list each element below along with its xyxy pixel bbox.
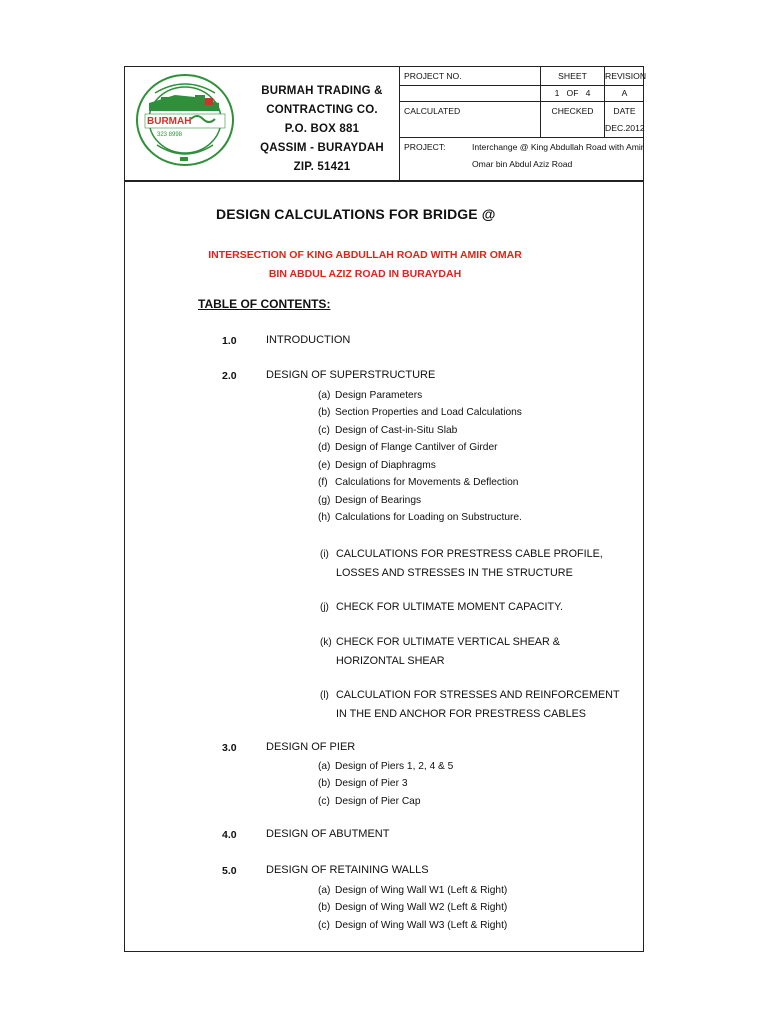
subitem-text: Design of Flange Cantilver of Girder bbox=[335, 442, 498, 453]
subitem-label: (l) bbox=[320, 690, 329, 701]
date-value: DEC.2012 bbox=[605, 123, 645, 133]
subitem-label: (f) bbox=[318, 477, 328, 488]
project-no-label: PROJECT NO. bbox=[404, 71, 462, 81]
subitem-label: (j) bbox=[320, 602, 329, 613]
subitem-text-cont: HORIZONTAL SHEAR bbox=[336, 655, 445, 667]
section-number: 3.0 bbox=[222, 742, 237, 754]
subitem-text: CHECK FOR ULTIMATE MOMENT CAPACITY. bbox=[336, 601, 563, 613]
project-value-line2: Omar bin Abdul Aziz Road bbox=[472, 159, 573, 169]
section-number: 5.0 bbox=[222, 865, 237, 877]
subitem-text: Design Parameters bbox=[335, 390, 423, 401]
header-divider-vertical bbox=[399, 66, 400, 180]
sheet-label: SHEET bbox=[558, 71, 587, 81]
subitem-label: (b) bbox=[318, 902, 331, 913]
sheet-value: 1 OF 4 bbox=[554, 88, 591, 98]
header-bottom-border bbox=[124, 180, 644, 182]
document-title: DESIGN CALCULATIONS FOR BRIDGE @ bbox=[216, 206, 496, 222]
subitem-text: Calculations for Loading on Substructure. bbox=[335, 512, 522, 523]
header-row2-border bbox=[399, 137, 644, 138]
subtitle-line1: INTERSECTION OF KING ABDULLAH ROAD WITH AMIR OMAR bbox=[208, 249, 522, 261]
company-logo bbox=[135, 73, 235, 167]
subitem-text: Design of Cast-in-Situ Slab bbox=[335, 425, 458, 436]
logo-phone-text: 323 8998 bbox=[157, 132, 183, 138]
section-number: 1.0 bbox=[222, 335, 237, 347]
subitem-label: (b) bbox=[318, 778, 331, 789]
subitem-label: (c) bbox=[318, 425, 330, 436]
page-frame bbox=[124, 66, 647, 952]
subitem-text: Design of Wing Wall W2 (Left & Right) bbox=[335, 902, 508, 913]
company-block bbox=[252, 82, 392, 177]
checked-label: CHECKED bbox=[551, 106, 594, 116]
section-title: DESIGN OF PIER bbox=[266, 741, 356, 753]
subitem-text: Section Properties and Load Calculations bbox=[335, 407, 522, 418]
subitem-text: Calculations for Movements & Deflection bbox=[335, 477, 519, 488]
subitem-label: (c) bbox=[318, 920, 330, 931]
company-line: BURMAH TRADING & bbox=[261, 85, 383, 97]
subitem-label: (h) bbox=[318, 512, 331, 523]
project-value-line1: Interchange @ King Abdullah Road with Amir bbox=[472, 142, 644, 152]
subitem-label: (b) bbox=[318, 407, 331, 418]
section-title: DESIGN OF SUPERSTRUCTURE bbox=[266, 369, 436, 381]
subitem-label: (e) bbox=[318, 460, 331, 471]
toc-subitem bbox=[318, 902, 507, 913]
subtitle-line2: BIN ABDUL AZIZ ROAD IN BURAYDAH bbox=[268, 268, 462, 280]
toc-subitem bbox=[318, 477, 518, 488]
toc-subitem bbox=[318, 796, 421, 807]
subitem-text: Design of Wing Wall W3 (Left & Right) bbox=[335, 920, 508, 931]
subitem-label: (d) bbox=[318, 442, 331, 453]
toc-subitem bbox=[318, 442, 498, 453]
section-number: 4.0 bbox=[222, 829, 237, 841]
toc-subitem-large bbox=[320, 633, 560, 670]
toc-subitem bbox=[318, 425, 457, 436]
header-row1-inner bbox=[399, 85, 644, 86]
calculated-label: CALCULATED bbox=[404, 106, 461, 116]
subitem-label: (i) bbox=[320, 549, 329, 560]
subitem-text: CALCULATION FOR STRESSES AND REINFORCEMENT bbox=[336, 689, 620, 701]
header-row1-border bbox=[399, 101, 644, 102]
toc-subitem bbox=[318, 390, 422, 401]
subitem-text: CHECK FOR ULTIMATE VERTICAL SHEAR & bbox=[336, 636, 560, 648]
toc-subitem bbox=[318, 512, 522, 523]
toc-heading: TABLE OF CONTENTS: bbox=[198, 297, 331, 311]
company-line: QASSIM - BURAYDAH bbox=[260, 142, 384, 154]
subitem-label: (a) bbox=[318, 885, 331, 896]
toc-subitem bbox=[318, 495, 421, 506]
toc-subitem-large bbox=[320, 545, 603, 582]
subitem-label: (a) bbox=[318, 761, 331, 772]
toc-subitem bbox=[318, 778, 407, 789]
toc-subitem bbox=[318, 460, 436, 471]
subitem-text: CALCULATIONS FOR PRESTRESS CABLE PROFILE, bbox=[336, 548, 603, 560]
subitem-text: Design of Wing Wall W1 (Left & Right) bbox=[335, 885, 508, 896]
toc-subitem bbox=[318, 885, 507, 896]
subitem-text: Design of Bearings bbox=[335, 495, 422, 506]
date-label: DATE bbox=[613, 106, 636, 116]
company-line: ZIP. 51421 bbox=[293, 161, 351, 173]
project-label: PROJECT: bbox=[404, 142, 446, 152]
subitem-label: (g) bbox=[318, 495, 331, 506]
company-line: CONTRACTING CO. bbox=[266, 104, 378, 116]
toc-subitem bbox=[318, 920, 507, 931]
logo-brand-text: BURMAH bbox=[147, 116, 192, 127]
subitem-label: (c) bbox=[318, 796, 330, 807]
section-title: DESIGN OF RETAINING WALLS bbox=[266, 864, 429, 876]
toc-subitem bbox=[318, 407, 522, 418]
subitem-label: (k) bbox=[320, 637, 332, 648]
section-title: INTRODUCTION bbox=[266, 334, 351, 346]
subitem-text: Design of Pier 3 bbox=[335, 778, 408, 789]
subitem-text: Design of Diaphragms bbox=[335, 460, 436, 471]
subitem-label: (a) bbox=[318, 390, 331, 401]
revision-label: REVISION bbox=[605, 71, 647, 81]
toc-subitem bbox=[318, 761, 453, 772]
subitem-text: Design of Piers 1, 2, 4 & 5 bbox=[335, 761, 454, 772]
toc-subitem-large bbox=[320, 686, 620, 723]
section-title: DESIGN OF ABUTMENT bbox=[266, 828, 390, 840]
subitem-text-cont: IN THE END ANCHOR FOR PRESTRESS CABLES bbox=[336, 708, 586, 720]
subitem-text-cont: LOSSES AND STRESSES IN THE STRUCTURE bbox=[336, 567, 573, 579]
subitem-text: Design of Pier Cap bbox=[335, 796, 421, 807]
section-number: 2.0 bbox=[222, 370, 237, 382]
toc-subitem-large bbox=[320, 598, 563, 617]
revision-value: A bbox=[621, 88, 628, 98]
company-line: P.O. BOX 881 bbox=[284, 123, 360, 135]
document-subtitle bbox=[180, 246, 550, 284]
